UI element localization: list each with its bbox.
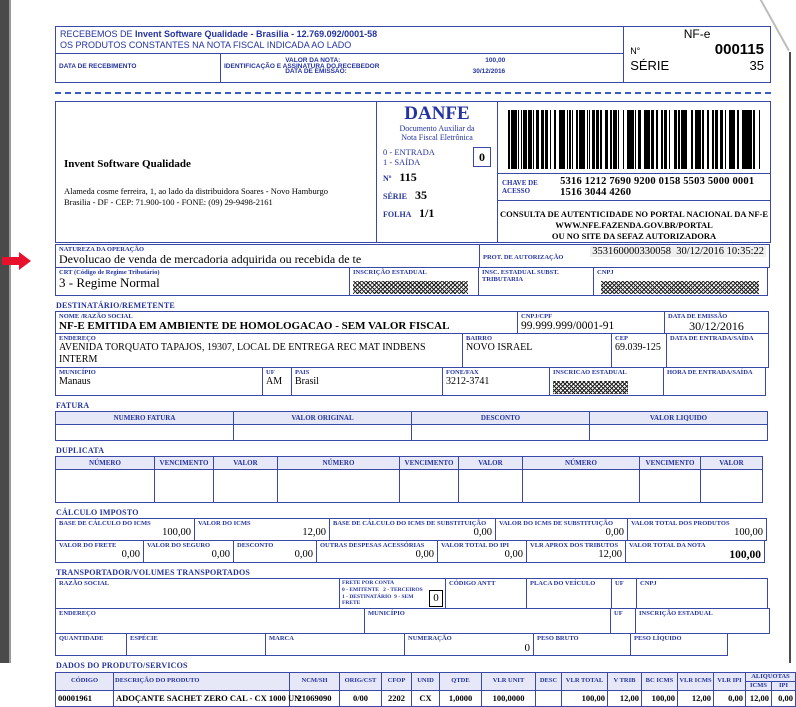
note-value-label: VALOR DA NOTA: — [285, 57, 341, 64]
freight-type-value: 0 — [429, 590, 443, 607]
col-cfop: CFOP — [382, 672, 412, 690]
other-expenses-label: OUTRAS DESPESAS ACESSÓRIAS — [320, 542, 425, 549]
recipient-row-1 — [55, 312, 771, 334]
col-vlripi: VLR IPI — [714, 672, 746, 690]
freight-type-field — [339, 578, 446, 609]
danfe-serie-label: SÉRIE — [383, 192, 408, 201]
danfe-box — [376, 101, 498, 243]
entry-date-field — [666, 333, 769, 368]
product-bcicms: 100,00 — [642, 690, 678, 706]
col-origcst: ORIG/CST — [340, 672, 382, 690]
danfe-title: DANFE — [404, 103, 470, 124]
antt-code-label: CÓDIGO ANTT — [449, 580, 496, 587]
recipient-city-value: Manaus — [59, 376, 91, 387]
icms-base-field — [55, 518, 195, 541]
col-aliq-icms: ICMS — [746, 681, 772, 690]
col-aliq-ipi: IPI — [772, 681, 796, 690]
insurance-value: 0,00 — [211, 549, 230, 560]
entrada-option: 0 - ENTRADA — [383, 147, 435, 157]
recipient-row-3 — [55, 368, 771, 396]
carrier-state-reg-label: INSCRIÇÃO ESTADUAL — [639, 609, 713, 617]
duplicate-cell — [522, 469, 640, 503]
receipt-fields-row — [56, 54, 623, 82]
danfe-subtitle-line2: Nota Fiscal Eletrônica — [401, 133, 473, 142]
tax-row-1 — [55, 519, 771, 541]
access-key-value: 5316 1212 7690 9200 0158 5503 5000 0001 1516 3044 4260 — [560, 176, 755, 198]
discount-field — [233, 540, 317, 563]
state-registration-field — [349, 267, 479, 296]
col-bcicms: BC ICMS — [642, 672, 678, 690]
product-vlrtotal: 100,00 — [562, 690, 608, 706]
recipient-district-field — [462, 333, 612, 368]
duplicate-header: VENCIMENTO — [639, 456, 701, 470]
ipi-total-value: 0,00 — [504, 549, 523, 560]
carrier-row-3 — [55, 634, 771, 656]
net-weight-field — [630, 633, 728, 656]
exit-time-field — [663, 367, 766, 396]
operation-nature-row — [55, 245, 771, 268]
product-descricao: ADOÇANTE SACHET ZERO CAL - CX 1000 UN — [114, 690, 290, 706]
approx-taxes-label: VLR APROX DOS TRIBUTOS — [530, 542, 619, 549]
note-total-field — [625, 540, 765, 563]
receipt-statement — [56, 27, 623, 54]
danfe-folha-label: FOLHA — [383, 210, 412, 219]
crt-row — [55, 268, 771, 296]
nfe-number: 000115 — [714, 41, 764, 58]
insurance-label: VALOR DO SEGURO — [147, 542, 211, 549]
duplicate-header: NÚMERO — [522, 456, 640, 470]
crt-label: CRT (Código de Regime Tributário) — [59, 269, 160, 276]
danfe-subtitle-line1: Documento Auxiliar da — [399, 124, 475, 133]
icms-st-base-value: 0,00 — [473, 527, 492, 538]
state-registration-subst-label: INSC. ESTADUAL SUBST. TRIBUTARIA — [482, 269, 559, 283]
note-value: 100,00 — [485, 57, 506, 64]
crt-field — [55, 267, 350, 296]
ipi-total-label: VALOR TOTAL DO IPI — [441, 542, 509, 549]
authenticity-line2: WWW.NFE.FAZENDA.GOV.BR/PORTAL — [555, 220, 713, 230]
recipient-phone-value: 3212-3741 — [446, 376, 490, 387]
duplicate-empty-row — [55, 470, 771, 503]
tax-row-2 — [55, 541, 771, 563]
receipt-issuer: Invent Software Qualidade - Brasilia - 12.769.092/0001-58 — [135, 29, 378, 39]
carrier-city-label: MUNICÍPIO — [368, 609, 405, 617]
carrier-uf-label: UF — [615, 580, 624, 587]
operation-nature-field — [55, 244, 480, 268]
viewer-left-edge-highlight — [9, 0, 11, 663]
carrier-city-field — [364, 608, 611, 634]
recipient-country-label: PAIS — [295, 369, 310, 376]
recipient-cnpj-field — [517, 311, 665, 334]
duplicate-cell — [277, 469, 400, 503]
danfe-folha: 1/1 — [419, 206, 435, 220]
recipient-uf-value: AM — [266, 376, 283, 387]
icms-base-label: BASE DE CÁLCULO DO ICMS — [59, 520, 151, 527]
receipt-line2: OS PRODUTOS CONSTANTES NA NOTA FISCAL INDICADA AO LADO — [60, 40, 352, 50]
recipient-phone-label: FONE/FAX — [446, 369, 479, 376]
antt-code-field — [445, 578, 527, 609]
carrier-cnpj-field — [636, 578, 768, 609]
invoice-cell — [233, 424, 412, 441]
issuer-cnpj-redacted — [601, 281, 759, 294]
receipt-signature-label: IDENTIFICAÇÃO E ASSINATURA DO RECEBEDOR — [224, 63, 380, 70]
authorization-protocol-field — [479, 244, 770, 268]
brand-label: MARCA — [269, 634, 294, 642]
ipi-total-field — [437, 540, 527, 563]
note-emission-label: DATA DE EMISSÃO: — [285, 68, 347, 75]
receipt-section — [55, 26, 771, 83]
product-vlrunit: 100,0000 — [482, 690, 536, 706]
icms-value-field — [194, 518, 330, 541]
product-unid: CX — [412, 690, 440, 706]
duplicate-header: NÚMERO — [55, 456, 155, 470]
carrier-uf-field — [611, 578, 637, 609]
product-vlripi: 0,00 — [714, 690, 746, 706]
col-codigo: CÓDIGO — [56, 672, 114, 690]
carrier-section-title: TRANSPORTADOR/VOLUMES TRANSPORTADOS — [56, 568, 251, 577]
issuer-cnpj-field — [593, 267, 768, 296]
nfe-number-box — [623, 26, 771, 83]
vehicle-plate-label: PLACA DO VEÍCULO — [530, 580, 596, 587]
freight-opt-1: 1 - DESTINATÁRIO — [342, 593, 392, 600]
state-registration-label: INSCRIÇÃO ESTADUAL — [353, 269, 427, 276]
authenticity-line3: OU NO SITE DA SEFAZ AUTORIZADORA — [551, 231, 717, 241]
saida-option: 1 - SAÍDA — [383, 157, 421, 167]
col-vlrunit: VLR UNIT — [482, 672, 536, 690]
note-total-label: VALOR TOTAL DA NOTA — [629, 542, 706, 549]
col-descricao: DESCRIÇÃO DO PRODUTO — [114, 672, 290, 690]
col-qtde: QTDE — [440, 672, 482, 690]
icms-st-value: 0,00 — [605, 527, 624, 538]
emission-date-value: 30/12/2016 — [689, 319, 744, 333]
product-aliq-ipi: 0,00 — [772, 690, 796, 706]
emission-date-label: DATA DE EMISSÃO — [668, 313, 728, 320]
tax-section-title: CÁLCULO IMPOSTO — [56, 508, 139, 517]
products-total-field — [627, 518, 767, 541]
product-desc — [536, 690, 562, 706]
duplicate-cell — [55, 469, 155, 503]
icms-base-value: 100,00 — [162, 527, 191, 538]
product-row — [56, 690, 796, 706]
access-key-row — [498, 173, 770, 201]
invoice-header-valor-liquido: VALOR LIQUIDO — [589, 411, 768, 425]
duplicate-section-title: DUPLICATA — [56, 446, 105, 455]
red-arrow-head — [19, 252, 31, 270]
carrier-name-field — [55, 578, 340, 609]
icms-st-value-label: VALOR DO ICMS DE SUBSTITUIÇÃO — [499, 520, 614, 527]
numbering-field — [404, 633, 534, 656]
invoice-header-desconto: DESCONTO — [411, 411, 590, 425]
cut-line — [55, 92, 771, 94]
species-field — [126, 633, 266, 656]
duplicate-cell — [399, 469, 459, 503]
recipient-address-value: AVENIDA TORQUATO TAPAJOS, 19307, LOCAL DE ENTREGA REC MAT INDBENS INTERM — [59, 342, 426, 365]
col-desc: DESC — [536, 672, 562, 690]
operation-nature-value: Devolucao de venda de mercadoria adquirida ou recebida de te — [59, 252, 362, 266]
receipt-signature-field — [221, 54, 623, 82]
nfe-serie-label: SÉRIE — [630, 58, 670, 73]
authorization-protocol-value: 353160000330058 30/12/2016 10:35:22 — [592, 246, 764, 257]
product-aliq-icms: 12,00 — [746, 690, 772, 706]
receipt-prefix: RECEBEMOS DE — [60, 29, 133, 39]
products-total-value: 100,00 — [734, 527, 763, 538]
carrier-name-label: RAZÃO SOCIAL — [59, 580, 110, 587]
barcode — [508, 110, 760, 169]
products-header-row — [56, 672, 796, 681]
numbering-value: 0 — [524, 641, 530, 654]
duplicate-header: VALOR — [213, 456, 278, 470]
carrier-row-1 — [55, 579, 771, 609]
entry-date-label: DATA DE ENTRADA/SAÍDA — [670, 335, 754, 342]
duplicate-header: NÚMERO — [277, 456, 400, 470]
discount-value: 0,00 — [294, 549, 313, 560]
freight-value: 0,00 — [121, 549, 140, 560]
gross-weight-field — [533, 633, 631, 656]
operation-nature-label: NATUREZA DA OPERAÇÃO — [59, 246, 145, 253]
issuer-address-line1: Alameda cosme ferreira, 1, ao lado da distribuidora Soares - Novo Hamburgo — [64, 186, 328, 196]
main-header — [55, 101, 771, 243]
recipient-section-title: DESTINATÁRIO/REMETENTE — [56, 301, 175, 310]
danfe-document — [55, 26, 793, 707]
red-arrow-shaft — [2, 257, 19, 265]
state-registration-redacted — [353, 281, 468, 294]
nfe-serie: 35 — [749, 58, 764, 73]
col-vtrib: V TRIB — [608, 672, 642, 690]
icms-value: 12,00 — [302, 527, 326, 538]
icms-st-base-field — [329, 518, 496, 541]
recipient-name-field — [55, 311, 518, 334]
quantity-field — [55, 633, 127, 656]
products-total-label: VALOR TOTAL DOS PRODUTOS — [631, 520, 730, 527]
recipient-state-reg-redacted — [553, 381, 628, 394]
product-ncm: 21069090 — [290, 690, 340, 706]
emission-date-field — [664, 311, 769, 334]
recipient-name-value: NF-E EMITIDA EM AMBIENTE DE HOMOLOGACAO - SEM VALOR FISCAL — [59, 320, 450, 332]
quantity-label: QUANTIDADE — [59, 634, 104, 642]
authenticity-line1: CONSULTA DE AUTENTICIDADE NO PORTAL NACIONAL DA NF-E — [499, 209, 769, 219]
recipient-uf-field — [262, 367, 292, 396]
access-key-label: CHAVE DE ACESSO — [502, 179, 538, 195]
receipt-box — [55, 26, 624, 83]
product-qtde: 1,0000 — [440, 690, 482, 706]
duplicate-cell — [639, 469, 701, 503]
duplicate-cell — [213, 469, 278, 503]
issuer-cnpj-label: CNPJ — [597, 269, 614, 276]
approx-taxes-field — [526, 540, 626, 563]
product-cfop: 2202 — [382, 690, 412, 706]
recipient-cnpj-label: CNPJ/CPF — [521, 313, 553, 320]
exit-time-label: HORA DE ENTRADA/SAÍDA — [667, 369, 753, 376]
invoice-cell — [411, 424, 590, 441]
col-vlrtotal: VLR TOTAL — [562, 672, 608, 690]
recipient-uf-label: UF — [266, 369, 275, 376]
icms-st-value-field — [495, 518, 628, 541]
product-codigo: 00001961 — [56, 690, 114, 706]
crt-value: 3 - Regime Normal — [59, 275, 160, 290]
duplicate-cell — [154, 469, 214, 503]
viewer-left-edge — [0, 0, 9, 663]
duplicate-header: VALOR — [700, 456, 763, 470]
carrier-uf2-label: UF — [614, 609, 623, 617]
recipient-row-2 — [55, 334, 771, 368]
brand-field — [265, 633, 405, 656]
recipient-country-value: Brasil — [295, 376, 319, 387]
danfe-number-label: Nº — [383, 174, 392, 183]
carrier-state-reg-field — [635, 608, 770, 634]
numbering-label: NUMERAÇÃO — [408, 634, 452, 642]
recipient-district-value: NOVO ISRAEL — [466, 342, 533, 353]
recipient-city-field — [55, 367, 263, 396]
barcode-box — [497, 101, 771, 243]
danfe-serie: 35 — [415, 188, 428, 202]
products-table — [55, 672, 796, 707]
gross-weight-label: PESO BRUTO — [537, 634, 579, 642]
recipient-address-field — [55, 333, 463, 368]
recipient-state-reg-label: INSCRICAO ESTADUAL — [553, 369, 627, 376]
note-total-value: 100,00 — [729, 549, 761, 561]
invoice-cell — [589, 424, 768, 441]
issuer-address-line2: Brasilia - DF - CEP: 71.900-100 - FONE: (09) 29-9498-2161 — [64, 197, 273, 207]
carrier-cnpj-label: CNPJ — [640, 580, 657, 587]
issuer-name: Invent Software Qualidade — [64, 158, 191, 170]
col-ncm: NCM/SH — [290, 672, 340, 690]
freight-opt-2: 2 - TERCEIROS — [383, 587, 423, 593]
issuer-address — [64, 186, 368, 208]
recipient-country-field — [291, 367, 443, 396]
recipient-cep-label: CEP — [615, 335, 628, 342]
duplicate-header: VENCIMENTO — [399, 456, 459, 470]
product-vtrib: 12,00 — [608, 690, 642, 706]
recipient-district-label: BAIRRO — [466, 335, 493, 342]
other-expenses-value: 0,00 — [415, 549, 434, 560]
entry-exit-selector — [383, 147, 491, 167]
vehicle-plate-field — [526, 578, 612, 609]
col-aliquotas: ALIQUOTAS — [746, 672, 796, 681]
recipient-phone-field — [442, 367, 550, 396]
net-weight-label: PESO LÍQUIDO — [634, 634, 682, 642]
receipt-date-field — [56, 54, 221, 82]
col-unid: UNID — [412, 672, 440, 690]
nfe-number-label: N° — [630, 46, 641, 56]
recipient-name-label: NOME /RAZÃO SOCIAL — [59, 313, 133, 320]
carrier-address-field — [55, 608, 365, 634]
recipient-address-label: ENDEREÇO — [59, 335, 96, 342]
freight-label: VALOR DO FRETE — [59, 542, 117, 549]
discount-label: DESCONTO — [237, 542, 274, 549]
issuer-box — [55, 101, 377, 243]
recipient-cep-value: 69.039-125 — [615, 342, 661, 353]
invoice-header-numero: NUMERO FATURA — [55, 411, 234, 425]
state-registration-subst-field — [478, 267, 594, 296]
page-right-border — [789, 52, 791, 663]
duplicate-header: VENCIMENTO — [154, 456, 214, 470]
freight-field — [55, 540, 144, 563]
recipient-cep-field — [611, 333, 667, 368]
recipient-cnpj-value: 99.999.999/0001-91 — [521, 320, 615, 332]
entry-exit-value: 0 — [473, 147, 491, 167]
icms-value-label: VALOR DO ICMS — [198, 520, 251, 527]
duplicate-cell — [458, 469, 523, 503]
invoice-empty-row — [55, 425, 771, 441]
invoice-cell — [55, 424, 234, 441]
icms-st-base-label: BASE DE CÁLCULO DO ICMS DE SUBSTITUIÇÃO — [333, 520, 487, 527]
duplicate-cell — [700, 469, 763, 503]
invoice-section-title: FATURA — [56, 401, 90, 410]
product-vlricms: 12,00 — [678, 690, 714, 706]
danfe-number: 115 — [399, 170, 417, 184]
carrier-row-2 — [55, 609, 771, 634]
freight-type-label: FRETE POR CONTA — [342, 580, 395, 586]
insurance-field — [143, 540, 234, 563]
freight-opt-0: 0 - EMITENTE — [342, 587, 379, 593]
carrier-uf2-field — [610, 608, 636, 634]
recipient-state-reg-field — [549, 367, 664, 396]
products-section-title: DADOS DO PRODUTO/SERVICOS — [56, 660, 188, 670]
authorization-protocol-label: PROT. DE AUTORIZAÇÃO — [483, 254, 564, 261]
note-emission-date: 30/12/2016 — [472, 68, 506, 75]
col-vlricms: VLR ICMS — [678, 672, 714, 690]
other-expenses-field — [316, 540, 438, 563]
authenticity-note — [498, 209, 770, 242]
nfe-title: NF-e — [683, 27, 711, 41]
duplicate-header: VALOR — [458, 456, 523, 470]
species-label: ESPÉCIE — [130, 634, 158, 642]
product-origcst: 0/00 — [340, 690, 382, 706]
invoice-header-valor-original: VALOR ORIGINAL — [233, 411, 412, 425]
note-summary — [285, 57, 505, 79]
approx-taxes-value: 12,00 — [598, 549, 622, 560]
recipient-city-label: MUNICÍPIO — [59, 369, 96, 376]
carrier-address-label: ENDEREÇO — [59, 609, 96, 617]
freight-opt-9: 9 - SEM FRETE — [342, 593, 414, 606]
receipt-date-label: DATA DE RECEBIMENTO — [59, 63, 137, 70]
